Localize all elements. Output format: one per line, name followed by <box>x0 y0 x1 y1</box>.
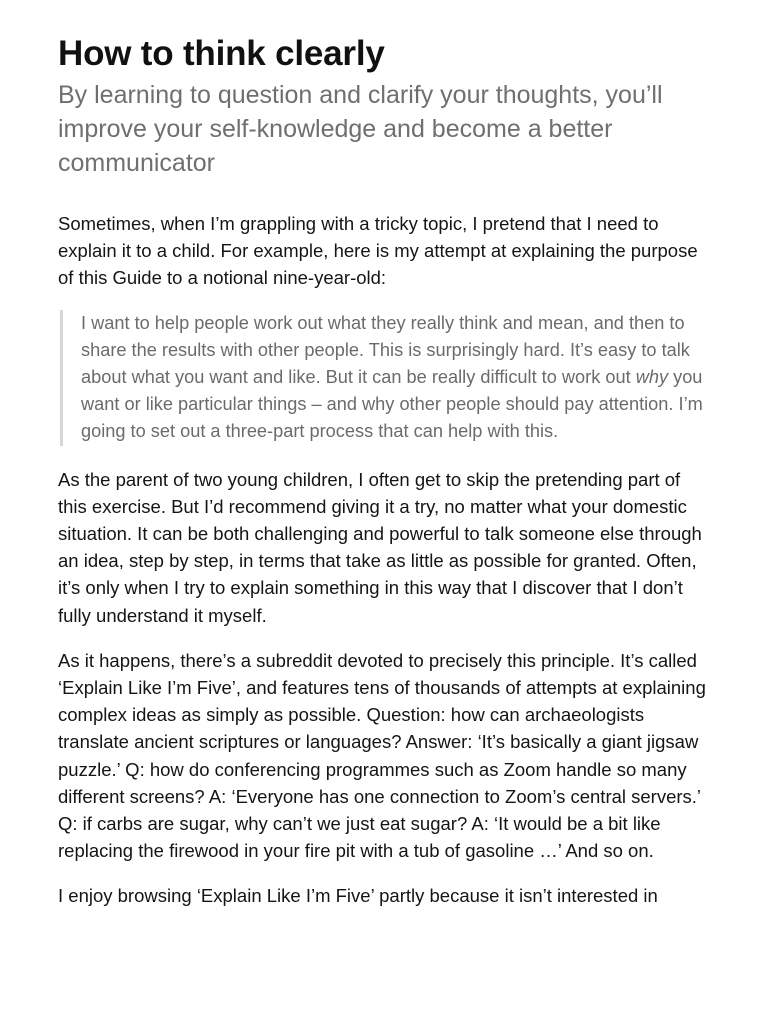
article-subtitle: By learning to question and clarify your thoughts, you’ll improve your self-knowledge and become a better communicator <box>58 81 663 177</box>
body-paragraph-4: I enjoy browsing ‘Explain Like I’m Five’ partly because it isn’t interested in <box>58 885 658 907</box>
quote-text-start: I want to help people work out what they really think and mean, and then to share the results with other people. This is surprisingly hard. It’s easy to talk about what you want and like. But it can be really difficult to work out <box>81 312 690 388</box>
pull-quote <box>60 310 712 446</box>
page-title: How to think clearly <box>58 34 385 73</box>
body-paragraph-1: Sometimes, when I’m grappling with a tricky topic, I pretend that I need to explain it to a child. For example, here is my attempt at explaining the purpose of this Guide to a notional nine-year-old: <box>58 213 698 289</box>
body-paragraph-3: As it happens, there’s a subreddit devoted to precisely this principle. It’s called ‘Explain Like I’m Five’, and features tens of thousands of attempts at explaining complex ideas as simply as possible. Question: how can archaeologists translate ancient scriptures or languages? Answer: ‘It’s basically a giant jigsaw puzzle.’ Q: how do conferencing programmes such as Zoom handle so many different screens? A: ‘Everyone has one connection to Zoom’s central servers.’ Q: if carbs are sugar, why can’t we just eat sugar? A: ‘It would be a bit like replacing the firewood in your fire pit with a tub of gasoline …’ And so on. <box>58 649 706 862</box>
quote-text-end: you want or like particular things – and why other people should pay attention. I’m going to set out a three-part process that can help with this. <box>81 367 703 442</box>
quote-emphasis: why <box>635 367 669 388</box>
body-paragraph-2: As the parent of two young children, I often get to skip the pretending part of this exercise. But I’d recommend giving it a try, no matter what your domestic situation. It can be both challenging and powerful to talk someone else through an idea, step by step, in terms that take as little as possible for granted. Often, it’s only when I try to explain something in this way that I discover that I don’t fully understand it myself. <box>58 468 702 626</box>
